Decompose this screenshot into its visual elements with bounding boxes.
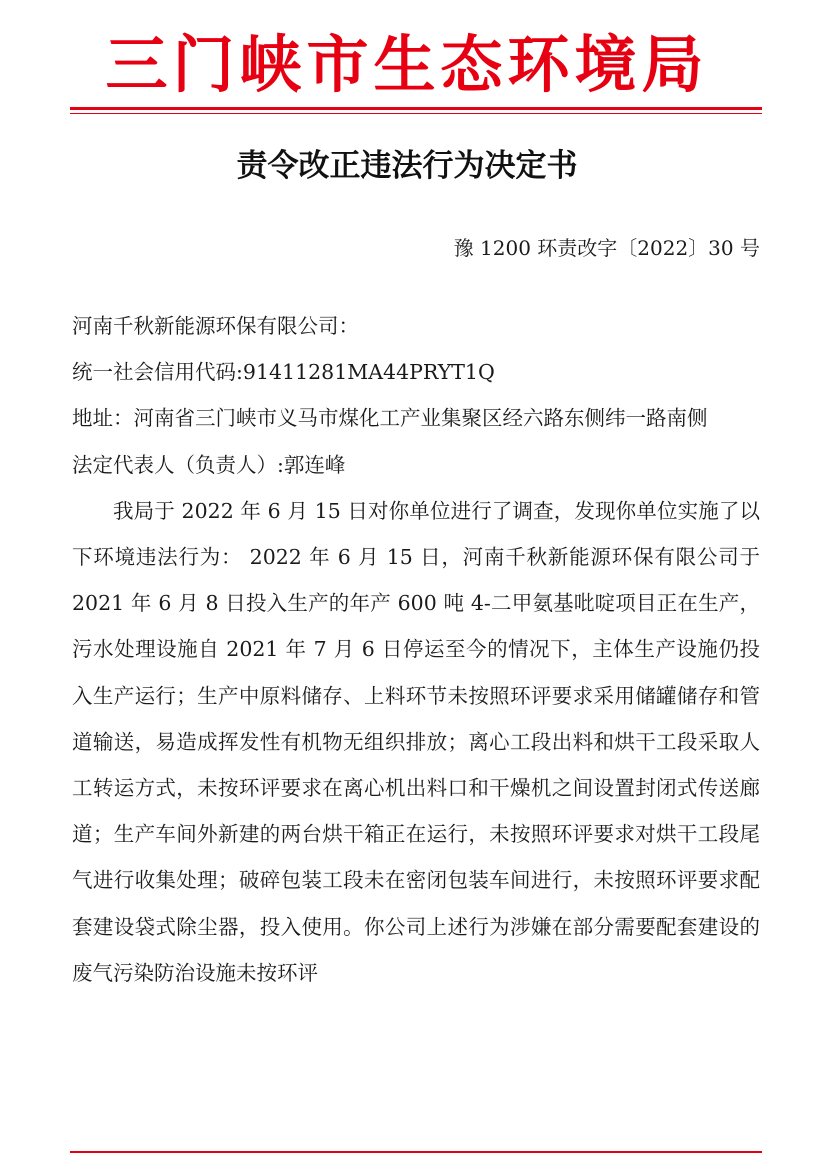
address-line: 地址：河南省三门峡市义马市煤化工产业集聚区经六路东侧纬一路南侧 xyxy=(72,406,708,431)
violation-paragraph: 我局于 2022 年 6 月 15 日对你单位进行了调查，发现你单位实施了以下环境违法行为： 2022 年 6 月 15 日，河南千秋新能源环保有限公司于 2021 年 6 月 8 日投入生产的年产 600 吨 4-二甲氨基吡啶项目正在生产，污水处理设施自 2021 年 7 月 6 日停运至今的情况下，主体生产设施仍投入生产运行；生产中原料储存、上料环节未按照环评要求采用储罐储存和管道输送，易造成挥发性有机物无组织排放；离心工段出料和烘干工段采取人工转运方式，未按环评要求在离心机出料口和干燥机之间设置封闭式传送廊道；生产车间外新建的两台烘干箱正在运行，未按照环评要求对烘干工段尾气进行收集处理；破碎包装工段未在密闭包装车间进行，未按照环评要求配套建设袋式除尘器，投入使用。你公司上述行为涉嫌在部分需要配套建设的废气污染防治设施未按环评 xyxy=(72,498,760,985)
document-body xyxy=(72,303,760,996)
credit-code-line: 统一社会信用代码:91411281MA44PRYT1Q xyxy=(72,360,495,385)
footer-divider xyxy=(70,1151,762,1153)
document-number: 豫 1200 环责改字〔2022〕30 号 xyxy=(453,236,760,260)
header-divider-thin xyxy=(70,113,762,114)
header-divider-thick xyxy=(70,107,762,110)
legal-representative-line: 法定代表人（负责人）:郭连峰 xyxy=(72,452,346,477)
document-title: 责令改正违法行为决定书 xyxy=(236,148,578,184)
agency-name: 三门峡市生态环境局 xyxy=(105,28,709,101)
recipient-company: 河南千秋新能源环保有限公司： xyxy=(72,314,359,338)
